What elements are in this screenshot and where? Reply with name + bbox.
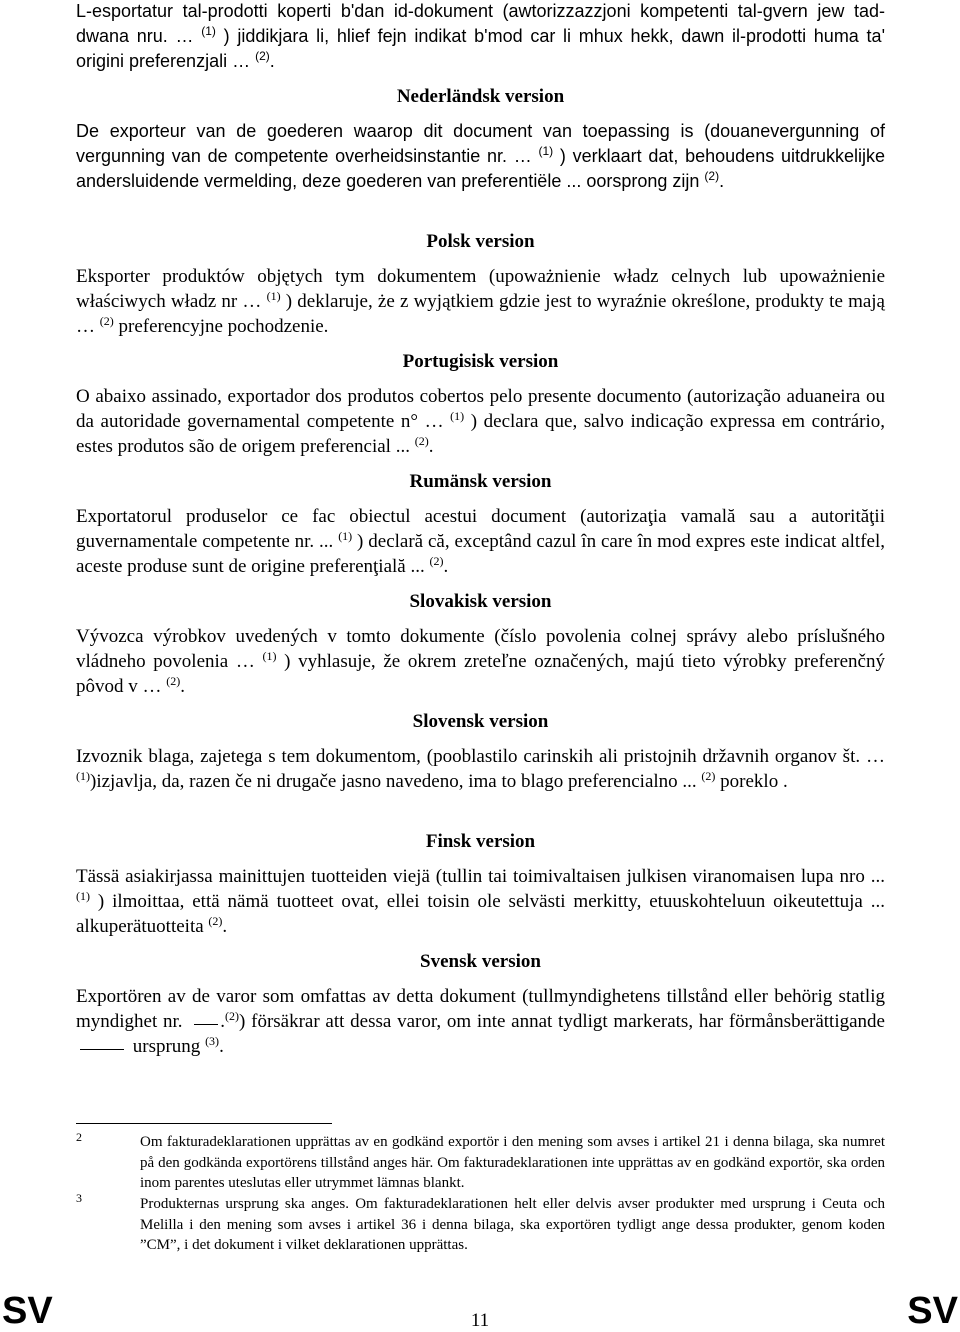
footnote-ref: (2) (99, 314, 114, 328)
language-code-right: SV (907, 1290, 958, 1332)
slovak-paragraph: Vývozca výrobkov uvedených v tomto dokumente (číslo povolenia colnej správy alebo príslušného vládneho povolenia … $^{(1)}$ ) vyhlasuje, že okrem zreteľne označených, majú tieto výrobky preferenčný pôvod v … $^{(2)}$. (76, 626, 885, 697)
heading-finnish-version: Finsk version (425, 831, 536, 852)
footnote-ref: (2) (208, 914, 223, 928)
heading-romanian-version: Rumänsk version (409, 471, 552, 492)
finnish-paragraph: Tässä asiakirjassa mainittujen tuotteiden viejä (tullin tai toimivaltaisen julkisen viranomaisen lupa nro ... $^{(1)}$ ) ilmoittaa, että nämä tuotteet ovat, ellei toisin ole selvästi merkitty, etuuskohteluun oikeutettuja ... alkuperätuotteita $^{(2)}$. (76, 866, 885, 937)
footnote-ref: (2) (166, 674, 181, 688)
footnote-ref: (2) (255, 49, 270, 63)
heading-polish-version: Polsk version (426, 231, 535, 252)
slovenian-paragraph: Izvoznik blaga, zajetega s tem dokumentom, (pooblastilo carinskih ali pristojnih državnih organov št. … $^{(1)}$)izjavlja, da, razen če ni drugače jasno navedeno, ima to blago preferencialno ... $^{(2)}$ poreklo . (76, 746, 885, 792)
page-number: 11 (470, 1310, 490, 1331)
footnote-text: Produkternas ursprung ska anges. Om fakturadeklarationen helt eller delvis avser produkter med ursprung i Ceuta och Melilla i den mening som avses i artikel 36 i denna bilaga, ska exportören tydligt ange dessa produkter, genom koden ”CM”, i det dokument i vilket deklarationen upprättas. (140, 1196, 885, 1253)
heading-dutch-version: Nederländsk version (396, 86, 565, 107)
footnote-ref: (1) (338, 529, 353, 543)
blank-line (194, 1024, 218, 1025)
footnote-ref: (1) (266, 289, 281, 303)
footnote-ref: (1) (201, 24, 216, 38)
footnote-ref: (1) (262, 649, 277, 663)
heading-slovak-version: Slovakisk version (409, 591, 552, 612)
footnote-ref: (1) (450, 409, 465, 423)
footnote-ref: (1) (76, 889, 90, 903)
language-code-left: SV (2, 1290, 53, 1332)
heading-swedish-version: Svensk version (420, 951, 541, 972)
footnote-text: Om fakturadeklarationen upprättas av en godkänd exportör i den mening som avses i artikel 21 i denna bilaga, ska numret på den godkända exportörens tillstånd anges här. Om fakturadeklarationen inte upprättas av en godkänd exportör, ska orden inom parentes uteslutas eller utrymmet lämnas blankt. (140, 1134, 885, 1191)
swedish-paragraph: Exportören av de varor som omfattas av detta dokument (tullmyndighetens tillstånd eller behörig statlig myndighet nr. .$^{(2)}$) försäkrar att dessa varor, om inte annat tydligt markerats, har förmånsberättigande ursprung $^{(3)}$. (76, 986, 885, 1057)
footnote-number: 2 (76, 1130, 82, 1144)
footnote-ref: (2) (429, 554, 444, 568)
footnote-ref: (2) (414, 434, 429, 448)
heading-portuguese-version: Portugisisk version (402, 351, 559, 372)
maltese-paragraph: L-esportatur tal-prodotti koperti b'dan id-dokument (awtorizzazzjoni kompetenti tal-gvern jew tad-dwana nru. … $^{(1)}$ ) jiddikjara li, hlief fejn indikat b'mod car li mhux hekk, dawn il-prodotti huma ta' origini preferenzjali … $^{(2)}$. (76, 1, 886, 71)
footnote-ref: (2) (225, 1009, 240, 1023)
dutch-paragraph: De exporteur van de goederen waarop dit document van toepassing is (douanevergunning of vergunning van de competente overheidsinstantie nr. … $^{(1)}$ ) verklaart dat, behoudens uitdrukkelijke andersluidende vermelding, deze goederen van preferentiële ... oorsprong zijn $^{(2)}$. (76, 121, 885, 191)
portuguese-paragraph: O abaixo assinado, exportador dos produtos cobertos pelo presente documento (autorização aduaneira ou da autoridade governamental competente n° … $^{(1)}$ ) declara que, salvo indicação expressa em contrário, estes produtos são de origem preferencial ... $^{(2)}$. (76, 386, 885, 457)
romanian-paragraph: Exportatorul produselor ce fac obiectul acestui document (autorizaţia vamală sau a autorităţii guvernamentale competente nr. ... $^{(1)}$ ) declară că, exceptând cazul în care în mod expres este indicat altfel, aceste produse sunt de origine preferenţială ... $^{(2)}$. (76, 506, 885, 577)
footnote-separator (76, 1123, 332, 1124)
footnote-ref: (2) (704, 169, 720, 183)
polish-paragraph: Eksporter produktów objętych tym dokumentem (upoważnienie władz celnych lub upoważnienie właściwych władz nr … $^{(1)}$ ) deklaruje, że z wyjątkiem gdzie jest to wyraźnie określone, produkty te mają … $^{(2)}$ preferencyjne pochodzenie. (76, 266, 885, 337)
footnote-ref: (2) (701, 769, 716, 783)
footnote-ref: (1) (76, 769, 90, 783)
blank-line (80, 1049, 124, 1050)
footnote-ref: (3) (205, 1034, 220, 1048)
footnote-number: 3 (76, 1191, 82, 1205)
footnote-ref: (1) (538, 144, 554, 158)
heading-slovenian-version: Slovensk version (412, 711, 549, 732)
